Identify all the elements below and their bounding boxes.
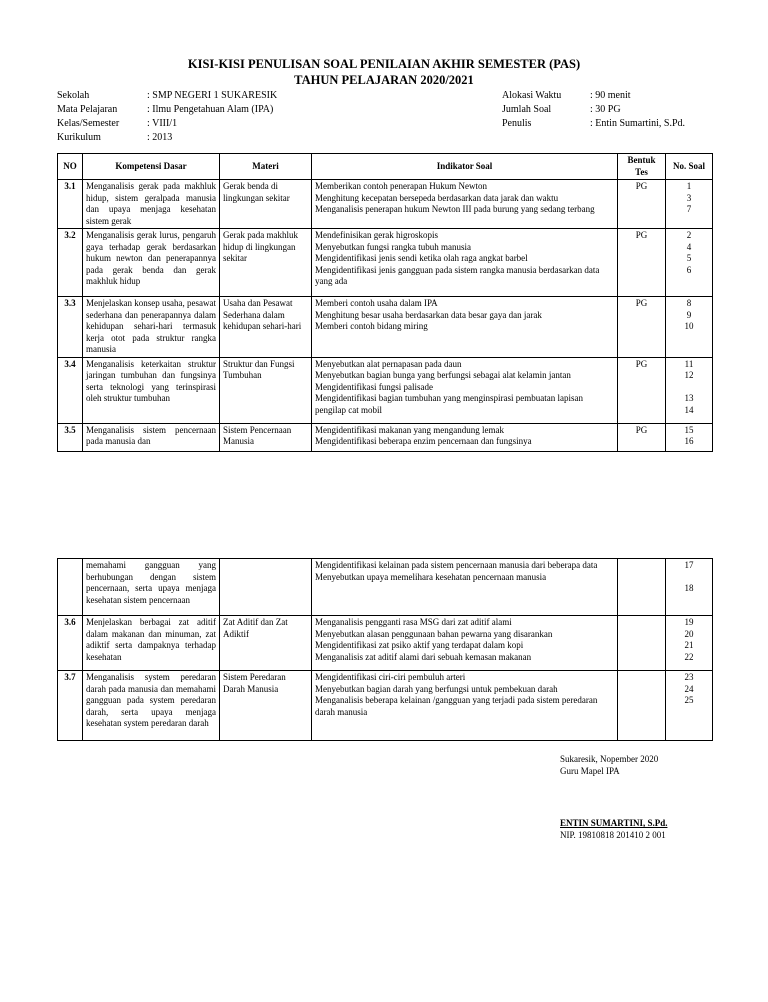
meta-left: [57, 89, 277, 145]
meta-row: [502, 117, 685, 131]
indikator-item: Mengidentifikasi kelainan pada sistem pencernaan manusia dari beberapa data: [315, 560, 598, 570]
indikator-item: Mengidentifikasi jenis sendi ketika olah raga angkat barbel: [315, 253, 528, 263]
row-no: [58, 559, 83, 616]
indikator-item: Menyebutkan alat pernapasan pada daun: [315, 358, 462, 369]
row-materi: Struktur dan Fungsi Tumbuhan: [220, 357, 312, 423]
row-kompetensi: Menganalisis keterkaitan struktur jaringan tumbuhan dan fungsinya serta teknologi yang terinspirasi oleh struktur tumbuhan: [83, 357, 220, 423]
row-kompetensi: Menjelaskan konsep usaha, pesawat sederhana dan penerapannya dalam kehidupan sehari-hari termasuk kerja otot pada struktur rangka manusia: [83, 297, 220, 358]
indikator-item: Mengidentifikasi bagian tumbuhan yang menginspirasi pembuatan lapisan pengilap cat mobil: [315, 393, 583, 415]
indikator-item: Mengidentifikasi zat psiko aktif yang terdapat dalam kopi: [315, 640, 524, 650]
row-indikator: [312, 180, 618, 229]
indikator-item: Menganalisis zat aditif alami dari sebuah kemasan makanan: [315, 651, 532, 662]
no-soal-item: 8: [686, 298, 692, 308]
meta-value: : VIII/1: [147, 118, 178, 129]
row-bentuk-tes: PG: [618, 229, 666, 297]
no-soal-item: 24: [684, 683, 694, 694]
kisi-table-page2: [57, 558, 713, 741]
meta-label: Kurikulum: [57, 132, 101, 143]
indikator-item: Menyebutkan bagian darah yang berfungsi untuk pembekuan darah: [315, 683, 558, 694]
row-kompetensi: Menganalisis gerak lurus, pengaruh gaya terhadap gerak berdasarkan hukum newton dan penerapannya pada gerak benda dan gerak makhluk hidup: [83, 229, 220, 297]
row-no-soal: [666, 180, 713, 229]
row-no: 3.7: [58, 671, 83, 741]
no-soal-item: [669, 572, 709, 584]
no-soal-item: 9: [686, 309, 692, 320]
row-materi: Zat Aditif dan Zat Adiktif: [220, 616, 312, 671]
row-indikator: [312, 357, 618, 423]
row-materi: Sistem Pencernaan Manusia: [220, 423, 312, 451]
row-indikator: [312, 297, 618, 358]
header-no-soal: No. Soal: [666, 154, 713, 180]
no-soal-item: 6: [686, 264, 692, 275]
row-no-soal: [666, 559, 713, 616]
table-row: [58, 671, 713, 741]
no-soal-item: [669, 382, 709, 394]
header-materi: Materi: [220, 154, 312, 180]
table-row: [58, 229, 713, 297]
meta-row: [57, 117, 277, 131]
no-soal-item: 21: [684, 640, 694, 650]
indikator-item: Menganalisis beberapa kelainan /gangguan yang terjadi pada sistem peredaran darah manusia: [315, 695, 598, 717]
header-no: NO: [58, 154, 83, 180]
header-indikator: Indikator Soal: [312, 154, 618, 180]
meta-value: : 2013: [147, 132, 173, 143]
indikator-item: Menyebutkan bagian bunga yang berfungsi sebagai alat kelamin jantan: [315, 370, 571, 380]
table-row: [58, 423, 713, 451]
no-soal-item: 19: [684, 617, 694, 627]
no-soal-item: 16: [684, 436, 694, 446]
row-materi: Gerak pada makhluk hidup di lingkungan sekitar: [220, 229, 312, 297]
meta-row: [57, 131, 277, 145]
row-no-soal: [666, 616, 713, 671]
table-row: [58, 297, 713, 358]
no-soal-item: 18: [684, 583, 694, 593]
row-no: 3.3: [58, 297, 83, 358]
table-row: [58, 616, 713, 671]
signature-block-top: [560, 754, 658, 777]
no-soal-item: 10: [684, 321, 694, 331]
meta-value: : 30 PG: [590, 104, 621, 115]
row-no-soal: [666, 671, 713, 741]
row-no: 3.6: [58, 616, 83, 671]
row-indikator: [312, 616, 618, 671]
indikator-item: Menganalisis pengganti rasa MSG dari zat aditif alami: [315, 617, 512, 627]
signature-block-bottom: [560, 818, 667, 841]
no-soal-item: 15: [684, 424, 694, 435]
row-materi: Sistem Peredaran Darah Manusia: [220, 671, 312, 741]
signature-nip: NIP. 19810818 201410 2 001: [560, 829, 666, 840]
indikator-item: Memberi contoh bidang miring: [315, 321, 428, 331]
row-kompetensi: Menganalisis system peredaran darah pada manusia dan memahami gangguan pada system peredaran darah, serta upaya menjaga kesehatan system peredaran darah: [83, 671, 220, 741]
signature-name: ENTIN SUMARTINI, S.Pd.: [560, 818, 668, 828]
row-materi: Gerak benda di lingkungan sekitar: [220, 180, 312, 229]
row-kompetensi: memahami gangguan yang berhubungan dengan sistem pencernaan, serta upaya menjaga kesehatan sistem pencernaan: [83, 559, 220, 616]
indikator-item: Mendefinisikan gerak higroskopis: [315, 230, 438, 240]
meta-label: Penulis: [502, 118, 532, 129]
indikator-item: Menyebutkan upaya memelihara kesehatan pencernaan manusia: [315, 571, 547, 582]
meta-row: [57, 103, 277, 117]
no-soal-item: 14: [684, 404, 694, 415]
row-materi: Usaha dan Pesawat Sederhana dalam kehidupan sehari-hari: [220, 297, 312, 358]
row-no-soal: [666, 229, 713, 297]
row-no: 3.5: [58, 423, 83, 451]
meta-value: : Entin Sumartini, S.Pd.: [590, 118, 686, 129]
indikator-item: Mengidentifikasi beberapa enzim pencernaan dan fungsinya: [315, 436, 532, 446]
indikator-item: Menyebutkan alasan penggunaan bahan pewarna yang disarankan: [315, 628, 553, 639]
meta-label: Jumlah Soal: [502, 104, 552, 115]
meta-label: Alokasi Waktu: [502, 90, 562, 101]
no-soal-item: 23: [684, 672, 694, 682]
indikator-item: Mengidentifikasi jenis gangguan pada sistem rangka manusia berdasarkan data yang ada: [315, 264, 600, 286]
signature-place-date: Sukaresik, Nopember 2020: [560, 754, 659, 764]
signature-role: Guru Mapel IPA: [560, 765, 620, 776]
no-soal-item: 7: [686, 204, 692, 214]
indikator-item: Menghitung kecepatan bersepeda berdasarkan data jarak dan waktu: [315, 192, 559, 203]
row-no-soal: [666, 297, 713, 358]
meta-label: Sekolah: [57, 90, 90, 101]
no-soal-item: 1: [686, 181, 692, 191]
row-kompetensi: Menganalisis gerak pada makhluk hidup, sistem geralpada manusia dan upaya menjaga kesehatan sistem gerak: [83, 180, 220, 229]
meta-value: : SMP NEGERI 1 SUKARESIK: [147, 90, 278, 101]
row-bentuk-tes: PG: [618, 297, 666, 358]
no-soal-item: 13: [684, 393, 694, 403]
row-no: 3.2: [58, 229, 83, 297]
header-kompetensi-dasar: Kompetensi Dasar: [83, 154, 220, 180]
meta-row: [502, 103, 685, 117]
meta-value: : 90 menit: [590, 90, 631, 101]
no-soal-item: 20: [684, 628, 694, 639]
no-soal-item: 11: [684, 358, 694, 369]
table-row: [58, 357, 713, 423]
row-no-soal: [666, 423, 713, 451]
no-soal-item: 5: [686, 253, 692, 263]
document-subtitle: TAHUN PELAJARAN 2020/2021: [294, 73, 474, 87]
indikator-item: Menyebutkan fungsi rangka tubuh manusia: [315, 241, 471, 252]
row-kompetensi: Menganalisis sistem pencernaan pada manusia dan: [83, 423, 220, 451]
row-kompetensi: Menjelaskan berbagai zat aditif dalam makanan dan minuman, zat adiktif serta dampaknya terhadap kesehatan: [83, 616, 220, 671]
indikator-item: Memberi contoh usaha dalam IPA: [315, 298, 438, 308]
indikator-item: Menghitung besar usaha berdasarkan data besar gaya dan jarak: [315, 309, 542, 320]
row-indikator: [312, 559, 618, 616]
no-soal-item: 2: [686, 230, 692, 240]
no-soal-item: 4: [686, 241, 692, 252]
meta-label: Kelas/Semester: [57, 118, 120, 129]
meta-row: [502, 89, 685, 103]
row-bentuk-tes: [618, 559, 666, 616]
row-no-soal: [666, 357, 713, 423]
meta-value: : Ilmu Pengetahuan Alam (IPA): [147, 104, 274, 115]
meta-label: Mata Pelajaran: [57, 104, 118, 115]
meta-row: [57, 89, 277, 103]
indikator-item: Menganalisis penerapan hukum Newton III pada burung yang sedang terbang: [315, 204, 595, 214]
no-soal-item: 22: [684, 651, 694, 662]
header-bentuk-tes: Bentuk Tes: [618, 154, 666, 180]
indikator-item: Mengidentifikasi makanan yang mengandung lemak: [315, 424, 504, 435]
indikator-item: Mengidentifikasi ciri-ciri pembuluh arteri: [315, 672, 466, 682]
table-row: [58, 180, 713, 229]
row-indikator: [312, 229, 618, 297]
row-bentuk-tes: PG: [618, 357, 666, 423]
kisi-table-page1: [57, 153, 713, 452]
meta-right: [502, 89, 685, 131]
indikator-item: Mengidentifikasi fungsi palisade: [315, 381, 433, 392]
no-soal-item: 17: [684, 560, 694, 570]
indikator-item: Memberikan contoh penerapan Hukum Newton: [315, 181, 487, 191]
row-indikator: [312, 671, 618, 741]
row-no: 3.1: [58, 180, 83, 229]
row-bentuk-tes: [618, 616, 666, 671]
row-bentuk-tes: PG: [618, 423, 666, 451]
row-indikator: [312, 423, 618, 451]
no-soal-item: 12: [684, 370, 694, 380]
row-materi: [220, 559, 312, 616]
table-header-row: [58, 154, 713, 180]
row-no: 3.4: [58, 357, 83, 423]
table-row: [58, 559, 713, 616]
no-soal-item: 25: [684, 695, 694, 705]
row-bentuk-tes: PG: [618, 180, 666, 229]
document-title: KISI-KISI PENULISAN SOAL PENILAIAN AKHIR SEMESTER (PAS): [187, 57, 581, 71]
row-bentuk-tes: [618, 671, 666, 741]
no-soal-item: 3: [686, 192, 692, 203]
